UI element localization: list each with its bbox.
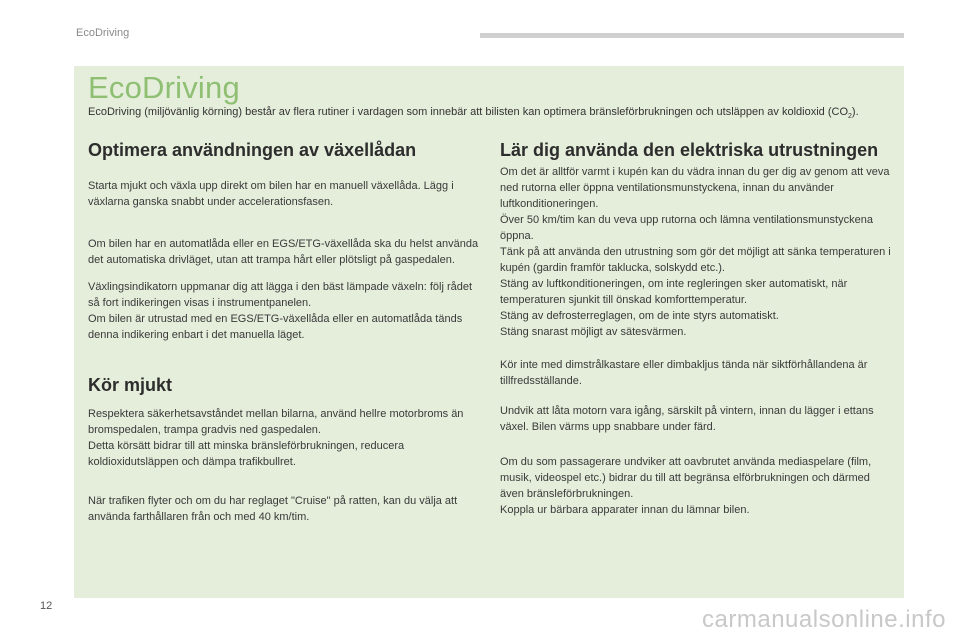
paragraph-electrical-4: Om du som passagerare undviker att oavbrutet använda mediaspelare (film, musik, videospel etc.) bidrar du till att begränsa elförbrukningen och därmed även bränsleförbrukningen. Koppla ur bärbara apparater innan du lämnar bilen. — [500, 456, 872, 516]
heading-drive-smooth: Kör mjukt — [88, 375, 173, 395]
running-header: EcoDriving — [76, 27, 130, 39]
page-number: 12 — [40, 600, 53, 612]
paragraph-electrical-3: Undvik att låta motorn vara igång, särskilt på vintern, innan du lägger i ettans växel. Bilen värms upp snabbare under färd. — [500, 405, 874, 433]
intro-paragraph — [88, 104, 888, 125]
paragraph-electrical-1: Om det är alltför varmt i kupén kan du vädra innan du ger dig av genom att veva ned rutorna eller öppna ventilationsmunstyckena, innan du använder luftkonditioneringen. Över 50 km/tim kan du veva upp rutorna och lämna ventilationsmunstyckena öppna. Tänk på att använda den utrustning som gör det möjligt att sänka temperaturen i kupén (gardin framför taklucka, solskydd etc.). Stäng av luftkonditioneringen, om inte regleringen sker automatiskt, när temperaturen sjunkit till önskad komforttemperatur. Stäng av defrosterreglagen, om de inte styrs automatiskt. Stäng snarast möjligt av sätesvärmen. — [500, 166, 891, 338]
intro-text-end: ). — [851, 106, 859, 118]
left-column — [88, 140, 480, 525]
header-rule — [480, 33, 904, 38]
watermark-text: carmanualsonline.info — [702, 606, 946, 633]
paragraph-gearbox-2: Om bilen har en automatlåda eller en EGS/ETG-växellåda ska du helst använda det automatiska drivläget, utan att trampa hårt eller plötsligt på gaspedalen. — [88, 238, 479, 266]
paragraph-drive-2: När trafiken flyter och om du har reglaget "Cruise" på ratten, kan du välja att använda farthållaren från och med 40 km/tim. — [88, 495, 458, 523]
intro-text: EcoDriving (miljövänlig körning) består av flera rutiner i vardagen som innebär att bilisten kan optimera bränsleförbrukningen och utsläppen av koldioxid (CO — [88, 106, 848, 118]
page-title: EcoDriving — [88, 70, 240, 105]
paragraph-drive-1: Respektera säkerhetsavståndet mellan bilarna, använd hellre motorbroms än bromspedalen, trampa gradvis ned gaspedalen. Detta körsätt bidrar till att minska bränsleförbrukningen, reducera koldioxidutsläppen och dämpa trafikbullret. — [88, 408, 464, 468]
paragraph-electrical-2: Kör inte med dimstrålkastare eller dimbakljus tända när siktförhållandena är tillfredsställande. — [500, 359, 868, 387]
right-column — [500, 140, 892, 518]
paragraph-gearbox-3: Växlingsindikatorn uppmanar dig att lägga i den bäst lämpade växeln: följ rådet så fort indikeringen visas i instrumentpanelen. Om bilen är utrustad med en EGS/ETG-växellåda eller en automatlåda tänds denna indikering enbart i det manuella läget. — [88, 281, 473, 341]
paragraph-gearbox-1: Starta mjukt och växla upp direkt om bilen har en manuell växellåda. Lägg i växlarna ganska snabbt under accelerationsfasen. — [88, 180, 454, 208]
heading-electrical: Lär dig använda den elektriska utrustningen — [500, 140, 879, 160]
heading-gearbox: Optimera användningen av växellådan — [88, 140, 417, 160]
intro-subscript: 2 — [848, 113, 852, 121]
